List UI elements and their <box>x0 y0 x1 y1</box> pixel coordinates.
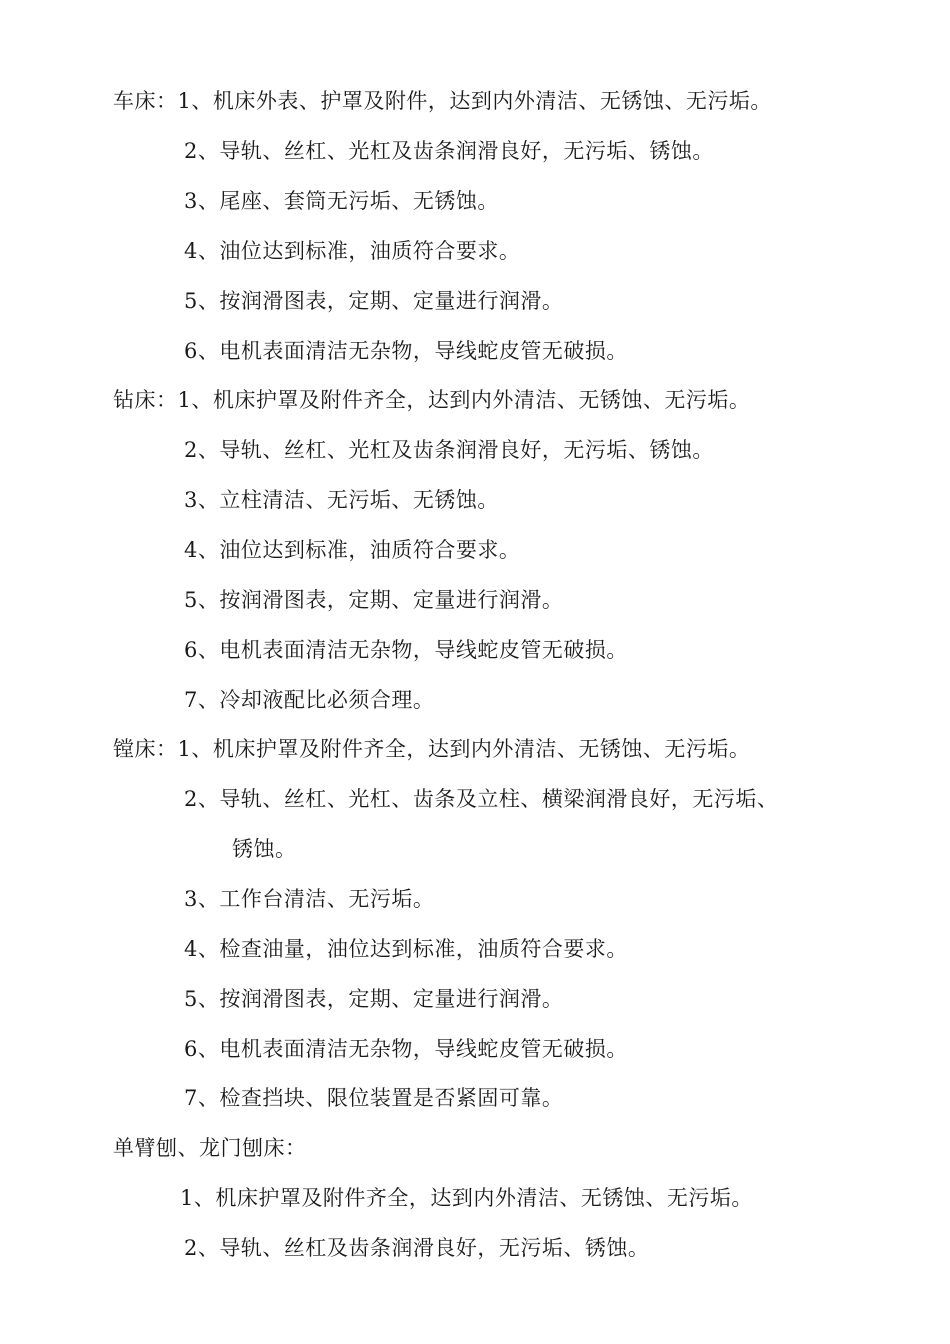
boring-item-3: 3、工作台清洁、无污垢。 <box>184 887 435 911</box>
boring-item-6: 6、电机表面清洁无杂物，导线蛇皮管无破损。 <box>184 1037 628 1061</box>
boring-item-2: 2、导轨、丝杠、光杠、齿条及立柱、横梁润滑良好，无污垢、 <box>184 787 779 811</box>
planer-item-1: 1、机床护罩及附件齐全，达到内外清洁、无锈蚀、无污垢。 <box>180 1186 753 1210</box>
boring-item-7: 7、检查挡块、限位装置是否紧固可靠。 <box>184 1086 564 1110</box>
drill-item-7: 7、冷却液配比必须合理。 <box>184 688 435 712</box>
drill-item-2: 2、导轨、丝杠、光杠及齿条润滑良好，无污垢、锈蚀。 <box>184 438 714 462</box>
lathe-item-4: 4、油位达到标准，油质符合要求。 <box>184 239 521 263</box>
boring-item-5: 5、按润滑图表，定期、定量进行润滑。 <box>184 987 564 1011</box>
lathe-item-6: 6、电机表面清洁无杂物，导线蛇皮管无破损。 <box>184 339 628 363</box>
drill-item-3: 3、立柱清洁、无污垢、无锈蚀。 <box>184 488 499 512</box>
drill-item-6: 6、电机表面清洁无杂物，导线蛇皮管无破损。 <box>184 638 628 662</box>
planer-item-2: 2、导轨、丝杠及齿条润滑良好，无污垢、锈蚀。 <box>184 1236 650 1260</box>
drill-item-1: 钻床：1、机床护罩及附件齐全，达到内外清洁、无锈蚀、无污垢。 <box>113 388 751 412</box>
lathe-item-1: 车床：1、机床外表、护罩及附件，达到内外清洁、无锈蚀、无污垢。 <box>113 89 772 113</box>
lathe-item-3: 3、尾座、套筒无污垢、无锈蚀。 <box>184 189 499 213</box>
lathe-item-5: 5、按润滑图表，定期、定量进行润滑。 <box>184 289 564 313</box>
boring-item-2-cont: 锈蚀。 <box>232 837 297 861</box>
drill-item-5: 5、按润滑图表，定期、定量进行润滑。 <box>184 588 564 612</box>
lathe-item-2: 2、导轨、丝杠、光杠及齿条润滑良好，无污垢、锈蚀。 <box>184 139 714 163</box>
boring-item-1: 镗床：1、机床护罩及附件齐全，达到内外清洁、无锈蚀、无污垢。 <box>113 737 751 761</box>
planer-heading: 单臂刨、龙门刨床： <box>113 1136 307 1160</box>
boring-item-4: 4、检查油量，油位达到标准，油质符合要求。 <box>184 937 628 961</box>
drill-item-4: 4、油位达到标准，油质符合要求。 <box>184 538 521 562</box>
